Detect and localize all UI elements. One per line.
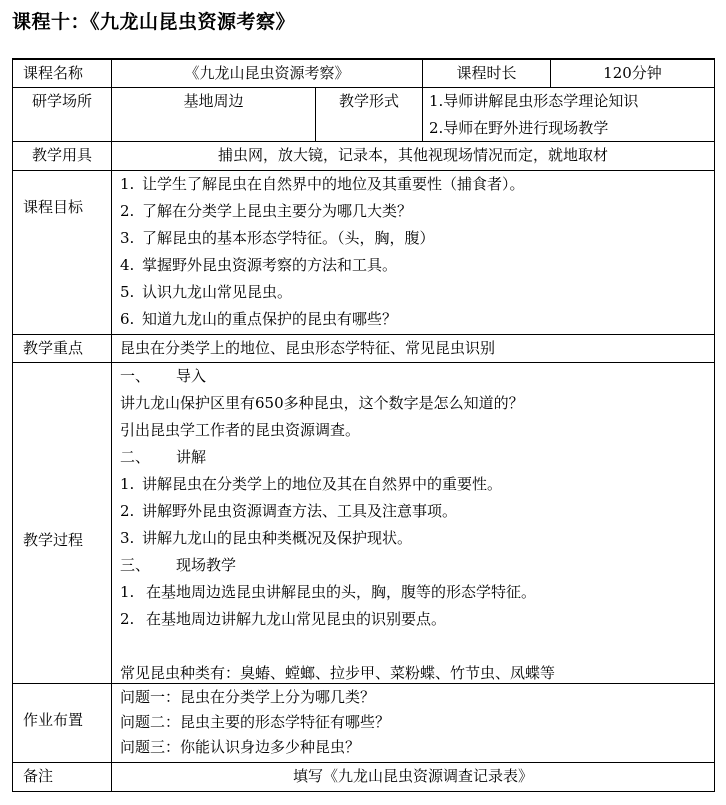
process-line: 讲九龙山保护区里有650多种昆虫，这个数字是怎么知道的？: [120, 394, 524, 412]
goal-item: 2. 了解在分类学上昆虫主要分为哪几大类？: [120, 202, 413, 220]
label-course-name: 课程名称: [12, 59, 112, 88]
process-item: 1. 讲解昆虫在分类学上的地位及其在自然界中的重要性。: [120, 475, 503, 493]
label-homework: 作业布置: [12, 683, 112, 763]
label-teaching-focus: 教学重点: [12, 334, 112, 363]
label-study-place: 研学场所: [12, 87, 112, 142]
label-teaching-tools: 教学用具: [12, 141, 112, 171]
remarks-value: 填写《九龙山昆虫资源调查记录表》: [111, 762, 715, 792]
label-remarks: 备注: [12, 762, 112, 792]
goal-item: 4. 掌握野外昆虫资源考察的方法和工具。: [120, 256, 398, 274]
goal-item: 3. 了解昆虫的基本形态学特征。（头，胸，腹）: [120, 229, 435, 247]
process-item: 2. 在基地周边讲解九龙山常见昆虫的识别要点。: [120, 610, 447, 628]
label-course-goals: 课程目标: [12, 170, 112, 335]
process-line: 引出昆虫学工作者的昆虫资源调查。: [120, 421, 361, 439]
label-teaching-form: 教学形式: [315, 87, 423, 142]
teaching-form-value: [422, 87, 715, 142]
homework-question: 问题一：昆虫在分类学上分为哪几类？: [120, 688, 376, 706]
goal-item: 5. 认识九龙山常见昆虫。: [120, 283, 293, 301]
label-teaching-process: 教学过程: [12, 362, 112, 684]
goal-item: 6. 知道九龙山的重点保护的昆虫有哪些？: [120, 310, 398, 328]
process-item: 3. 讲解九龙山的昆虫种类概况及保护现状。: [120, 529, 413, 547]
teaching-focus-value: 昆虫在分类学上的地位、昆虫形态学特征、常见昆虫识别: [111, 334, 715, 363]
process-blank-line: [120, 633, 714, 660]
process-section-heading: 二、 讲解: [120, 448, 207, 466]
goal-item: 1. 让学生了解昆虫在自然界中的地位及其重要性（捕食者）。: [120, 175, 525, 193]
teaching-form-line: 1.导师讲解昆虫形态学理论知识: [429, 92, 639, 110]
process-section-heading: 一、 导入: [120, 367, 207, 385]
course-name-value: 《九龙山昆虫资源考察》: [111, 59, 423, 88]
process-section-heading: 三、 现场教学: [120, 556, 237, 574]
course-goals-list: [111, 170, 715, 335]
common-insects-line: 常见昆虫种类有：臭蝽、螳螂、拉步甲、菜粉蝶、竹节虫、凤蝶等: [120, 664, 556, 682]
document-title: 课程十：《九龙山昆虫资源考察》: [12, 11, 296, 33]
course-duration-value: 120分钟: [550, 59, 715, 88]
homework-question: 问题三：你能认识身边多少种昆虫？: [120, 738, 361, 756]
process-item: 2. 讲解野外昆虫资源调查方法、工具及注意事项。: [120, 502, 458, 520]
study-place-value: 基地周边: [111, 87, 316, 142]
teaching-form-line: 2.导师在野外进行现场教学: [429, 119, 609, 137]
label-course-duration: 课程时长: [422, 59, 551, 88]
process-item: 1. 在基地周边选昆虫讲解昆虫的头，胸，腹等的形态学特征。: [120, 583, 537, 601]
homework-question: 问题二：昆虫主要的形态学特征有哪些？: [120, 713, 391, 731]
teaching-tools-value: 捕虫网，放大镜，记录本，其他视现场情况而定，就地取材: [111, 141, 715, 171]
teaching-process-content: [111, 362, 715, 684]
homework-list: [111, 683, 715, 763]
